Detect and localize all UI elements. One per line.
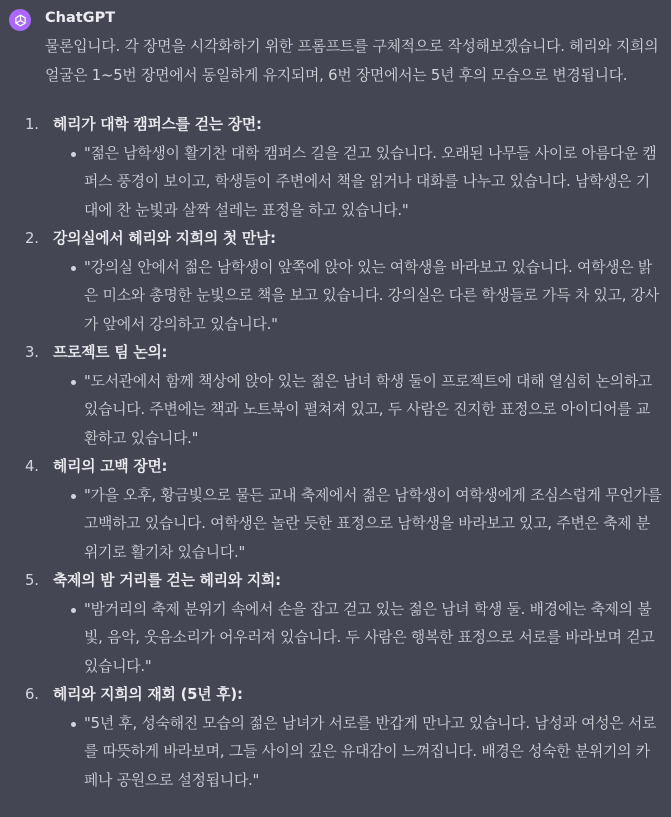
scene-prompt-text: "젊은 남학생이 활기찬 대학 캠퍼스 길을 걷고 있습니다. 오래된 나무들 사이로 아름다운 캠퍼스 풍경이 보이고, 학생들이 주변에서 책을 읽거나 대화를 나누고 있습니다. 남학생은 기대에 찬 눈빛과 살짝 설레는 표정을 하고 있습니다." — [84, 144, 657, 219]
scene-number: 4. — [25, 458, 39, 475]
scene-number: 6. — [25, 686, 39, 703]
scene-description — [84, 254, 663, 340]
sender-name: ChatGPT — [45, 10, 116, 26]
scene-description-list — [53, 140, 663, 226]
bullet-icon — [71, 152, 76, 157]
scene-description — [84, 482, 663, 568]
scene-number: 1. — [25, 116, 39, 133]
assistant-message — [25, 33, 663, 795]
scene-prompt-text: "밤거리의 축제 분위기 속에서 손을 잡고 걷고 있는 젊은 남녀 학생 둘. 배경에는 축제의 불빛, 음악, 웃음소리가 어우러져 있습니다. 두 사람은 행복한 표정으로 서로를 바라보며 걷고 있습니다." — [84, 600, 655, 675]
scene-title: 헤리와 지희의 재회 (5년 후): — [53, 686, 243, 703]
scene-number: 2. — [25, 230, 39, 247]
bullet-icon — [71, 380, 76, 385]
scene-description — [84, 140, 663, 226]
scene-prompt-text: "5년 후, 성숙해진 모습의 젊은 남녀가 서로를 반갑게 만나고 있습니다. 남성과 여성은 서로를 따뜻하게 바라보며, 그들 사이의 깊은 유대감이 느껴집니다. 배경은 성숙한 분위기의 카페나 공원으로 설정됩니다." — [84, 714, 657, 789]
scene-description-list — [53, 596, 663, 682]
bullet-icon — [71, 494, 76, 499]
scene-prompt-text: "강의실 안에서 젊은 남학생이 앞쪽에 앉아 있는 여학생을 바라보고 있습니다. 여학생은 밝은 미소와 총명한 눈빛으로 책을 보고 있습니다. 강의실은 다른 학생들로 가득 차 있고, 강사가 앞에서 강의하고 있습니다." — [84, 258, 659, 333]
bullet-icon — [71, 266, 76, 271]
scene-item — [25, 111, 663, 225]
scene-title: 헤리의 고백 장면: — [53, 458, 168, 475]
scene-title: 헤리가 대학 캠퍼스를 걷는 장면: — [53, 116, 262, 133]
scene-title: 프로젝트 팀 논의: — [53, 344, 168, 361]
scene-title: 축제의 밤 거리를 걷는 헤리와 지희: — [53, 572, 281, 589]
scene-description — [84, 710, 663, 796]
scene-item — [25, 339, 663, 453]
scene-title: 강의실에서 헤리와 지희의 첫 만남: — [53, 230, 276, 247]
scene-number: 3. — [25, 344, 39, 361]
openai-logo-icon — [13, 13, 28, 28]
bullet-icon — [71, 608, 76, 613]
scene-description — [84, 368, 663, 454]
scene-item — [25, 225, 663, 339]
scene-prompt-text: "가을 오후, 황금빛으로 물든 교내 축제에서 젊은 남학생이 여학생에게 조심스럽게 무언가를 고백하고 있습니다. 여학생은 놀란 듯한 표정으로 남학생을 바라보고 있고, 주변은 축제 분위기로 활기차 있습니다." — [84, 486, 662, 561]
scene-prompt-text: "도서관에서 함께 책상에 앉아 있는 젊은 남녀 학생 둘이 프로젝트에 대해 열심히 논의하고 있습니다. 주변에는 책과 노트북이 펼쳐져 있고, 두 사람은 진지한 표정으로 아이디어를 교환하고 있습니다." — [84, 372, 653, 447]
scene-description-list — [53, 710, 663, 796]
scene-list — [25, 111, 663, 795]
scene-description-list — [53, 482, 663, 568]
scene-number: 5. — [25, 572, 39, 589]
scene-item — [25, 567, 663, 681]
scene-description-list — [53, 368, 663, 454]
message-intro: 물론입니다. 각 장면을 시각화하기 위한 프롬프트를 구체적으로 작성해보겠습니다. 헤리와 지희의 얼굴은 1~5번 장면에서 동일하게 유지되며, 6번 장면에서는 5년 후의 모습으로 변경됩니다. — [45, 38, 659, 84]
scene-item — [25, 681, 663, 795]
scene-description — [84, 596, 663, 682]
bullet-icon — [71, 722, 76, 727]
chatgpt-avatar — [9, 9, 31, 31]
scene-item — [25, 453, 663, 567]
scene-description-list — [53, 254, 663, 340]
